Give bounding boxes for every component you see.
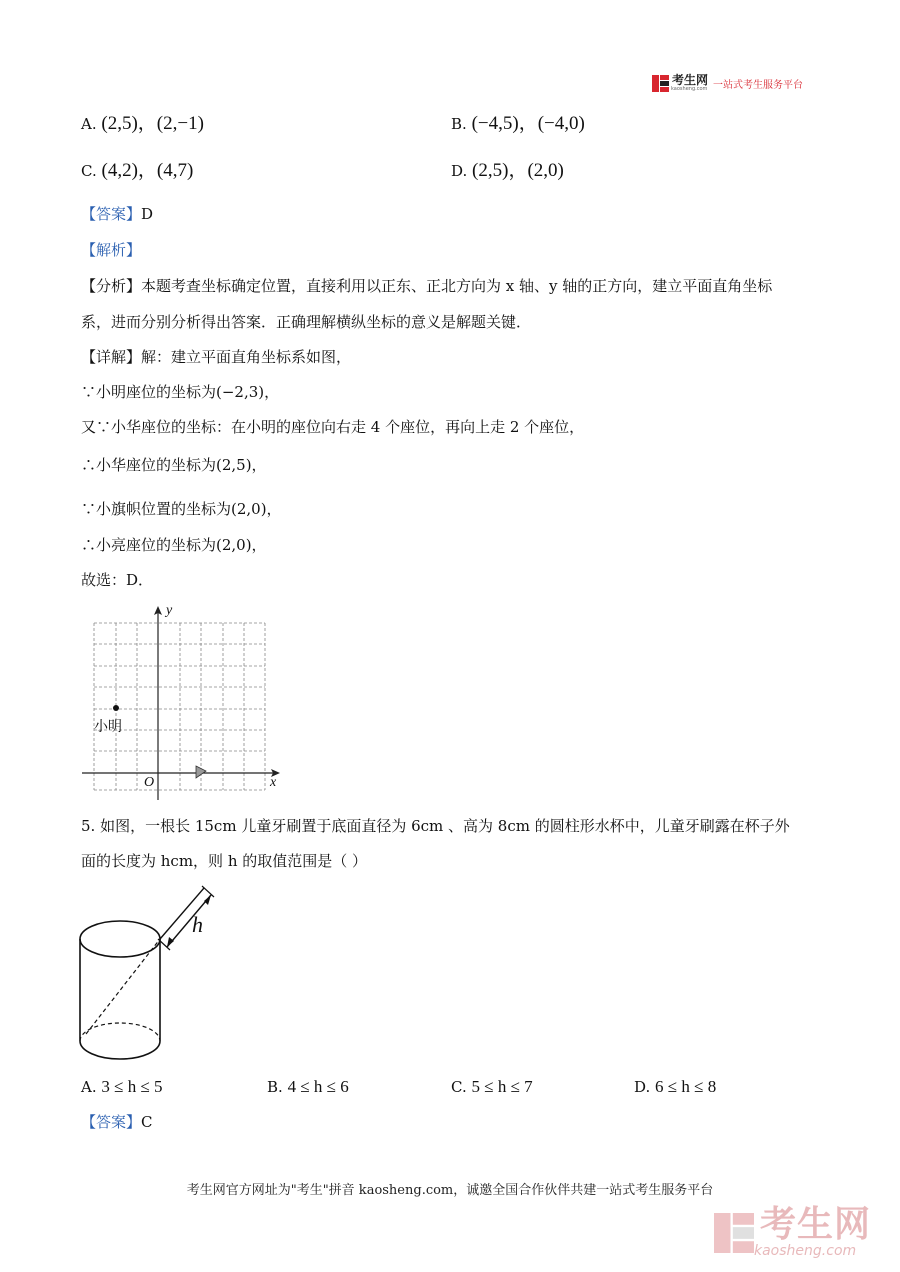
h-label: h	[192, 912, 203, 937]
answer-tag: 【答案】	[81, 1113, 142, 1131]
detail-text: 解：建立平面直角坐标系如图，	[141, 348, 352, 366]
dimension-arrow-high	[204, 895, 211, 905]
dimension-arrow-low	[167, 937, 174, 947]
header-logo	[652, 73, 803, 93]
q5-line2: 面的长度为 hcm，则 h 的取值范围是（ ）	[81, 852, 368, 870]
option-letter: C.	[81, 162, 97, 180]
watermark-text: 考生网	[760, 1204, 872, 1245]
footer-text: 考生网官方网址为"考生"拼音 kaosheng.com，诚邀全国合作伙伴共建一站式考生服务平台	[186, 1183, 714, 1198]
fenxi-tag: 【分析】	[81, 277, 142, 295]
x-axis-label: x	[270, 775, 277, 790]
q4-detail-line6: ∴小亮座位的坐标为(2,0)，	[81, 536, 267, 554]
option-letter: D.	[634, 1078, 651, 1096]
option-text: 3 ≤ h ≤ 5	[101, 1077, 163, 1096]
option-text: 5 ≤ h ≤ 7	[471, 1077, 533, 1096]
q4-detail-line5: ∵小旗帜位置的坐标为(2,0)，	[81, 500, 282, 518]
q4-detail-line4: ∴小华座位的坐标为(2,5)，	[81, 456, 267, 474]
option-letter: A.	[81, 1078, 97, 1096]
logo-name: 考生网	[672, 73, 709, 87]
logo-icon	[652, 75, 669, 92]
option-text: (2,5)，(2,−1)	[101, 113, 204, 134]
q4-option-b	[451, 114, 585, 134]
q4-option-c	[81, 161, 193, 181]
option-text: 6 ≤ h ≤ 8	[655, 1077, 717, 1096]
answer-value: D	[141, 205, 154, 223]
q4-detail-line3: 又∵小华座位的坐标：在小明的座位向右走 4 个座位，再向上走 2 个座位，	[81, 418, 585, 436]
q4-option-d	[451, 161, 564, 181]
cylinder-figure	[74, 884, 224, 1064]
dimension-line	[167, 895, 211, 947]
q4-analysis-tag: 【解析】	[81, 241, 142, 259]
q4-detail-line7: 故选：D．	[81, 571, 154, 589]
fenxi-text: 本题考查坐标确定位置，直接利用以正东、正北方向为 x 轴、y 轴的正方向，建立平面直角坐标	[141, 277, 773, 295]
watermark-url: kaosheng.com	[754, 1243, 857, 1259]
q5-option-d	[634, 1077, 716, 1097]
option-text: (2,5)，(2,0)	[472, 160, 564, 181]
option-text: (4,2)，(4,7)	[101, 160, 194, 181]
logo-url: kaosheng.com	[671, 86, 708, 92]
answer-tag: 【答案】	[81, 205, 142, 223]
q4-detail-line2: ∵小明座位的坐标为(−2,3)，	[81, 383, 280, 401]
q4-fenxi-line2: 系，进而分别分析得出答案．正确理解横纵坐标的意义是解题关键．	[81, 313, 532, 331]
q5-option-a	[81, 1077, 163, 1097]
option-text: (−4,5)，(−4,0)	[471, 113, 585, 134]
option-letter: A.	[81, 115, 97, 133]
q5-line1: 5. 如图，一根长 15cm 儿童牙刷置于底面直径为 6cm 、高为 8cm 的圆柱形水杯中，儿童牙刷露在杯子外	[81, 817, 790, 835]
q4-answer	[81, 204, 153, 224]
detail-tag: 【详解】	[81, 348, 142, 366]
q4-option-a	[81, 114, 204, 134]
option-text: 4 ≤ h ≤ 6	[287, 1077, 349, 1096]
watermark-logo	[714, 1204, 872, 1259]
q5-option-c	[451, 1077, 533, 1097]
q5-answer	[81, 1112, 153, 1132]
origin-label: O	[144, 775, 155, 790]
cylinder-bottom-front	[80, 1041, 160, 1059]
option-letter: B.	[267, 1078, 283, 1096]
header-slogan: 一站式考生服务平台	[713, 79, 804, 91]
flag-icon	[196, 766, 206, 778]
xiaoming-point	[113, 705, 119, 711]
coordinate-grid-figure	[78, 600, 288, 806]
tick-high	[202, 886, 214, 897]
q4-fenxi-line1	[81, 276, 772, 296]
option-letter: C.	[451, 1078, 467, 1096]
xiaoming-label: 小明	[94, 719, 122, 735]
option-letter: D.	[451, 162, 468, 180]
option-letter: B.	[451, 115, 467, 133]
watermark-icon	[714, 1213, 754, 1253]
answer-value: C	[141, 1113, 153, 1131]
q4-detail-line1	[81, 347, 351, 367]
cylinder-top	[80, 921, 160, 957]
y-axis-label: y	[166, 603, 173, 618]
q5-option-b	[267, 1077, 349, 1097]
grid-lines	[94, 623, 265, 790]
